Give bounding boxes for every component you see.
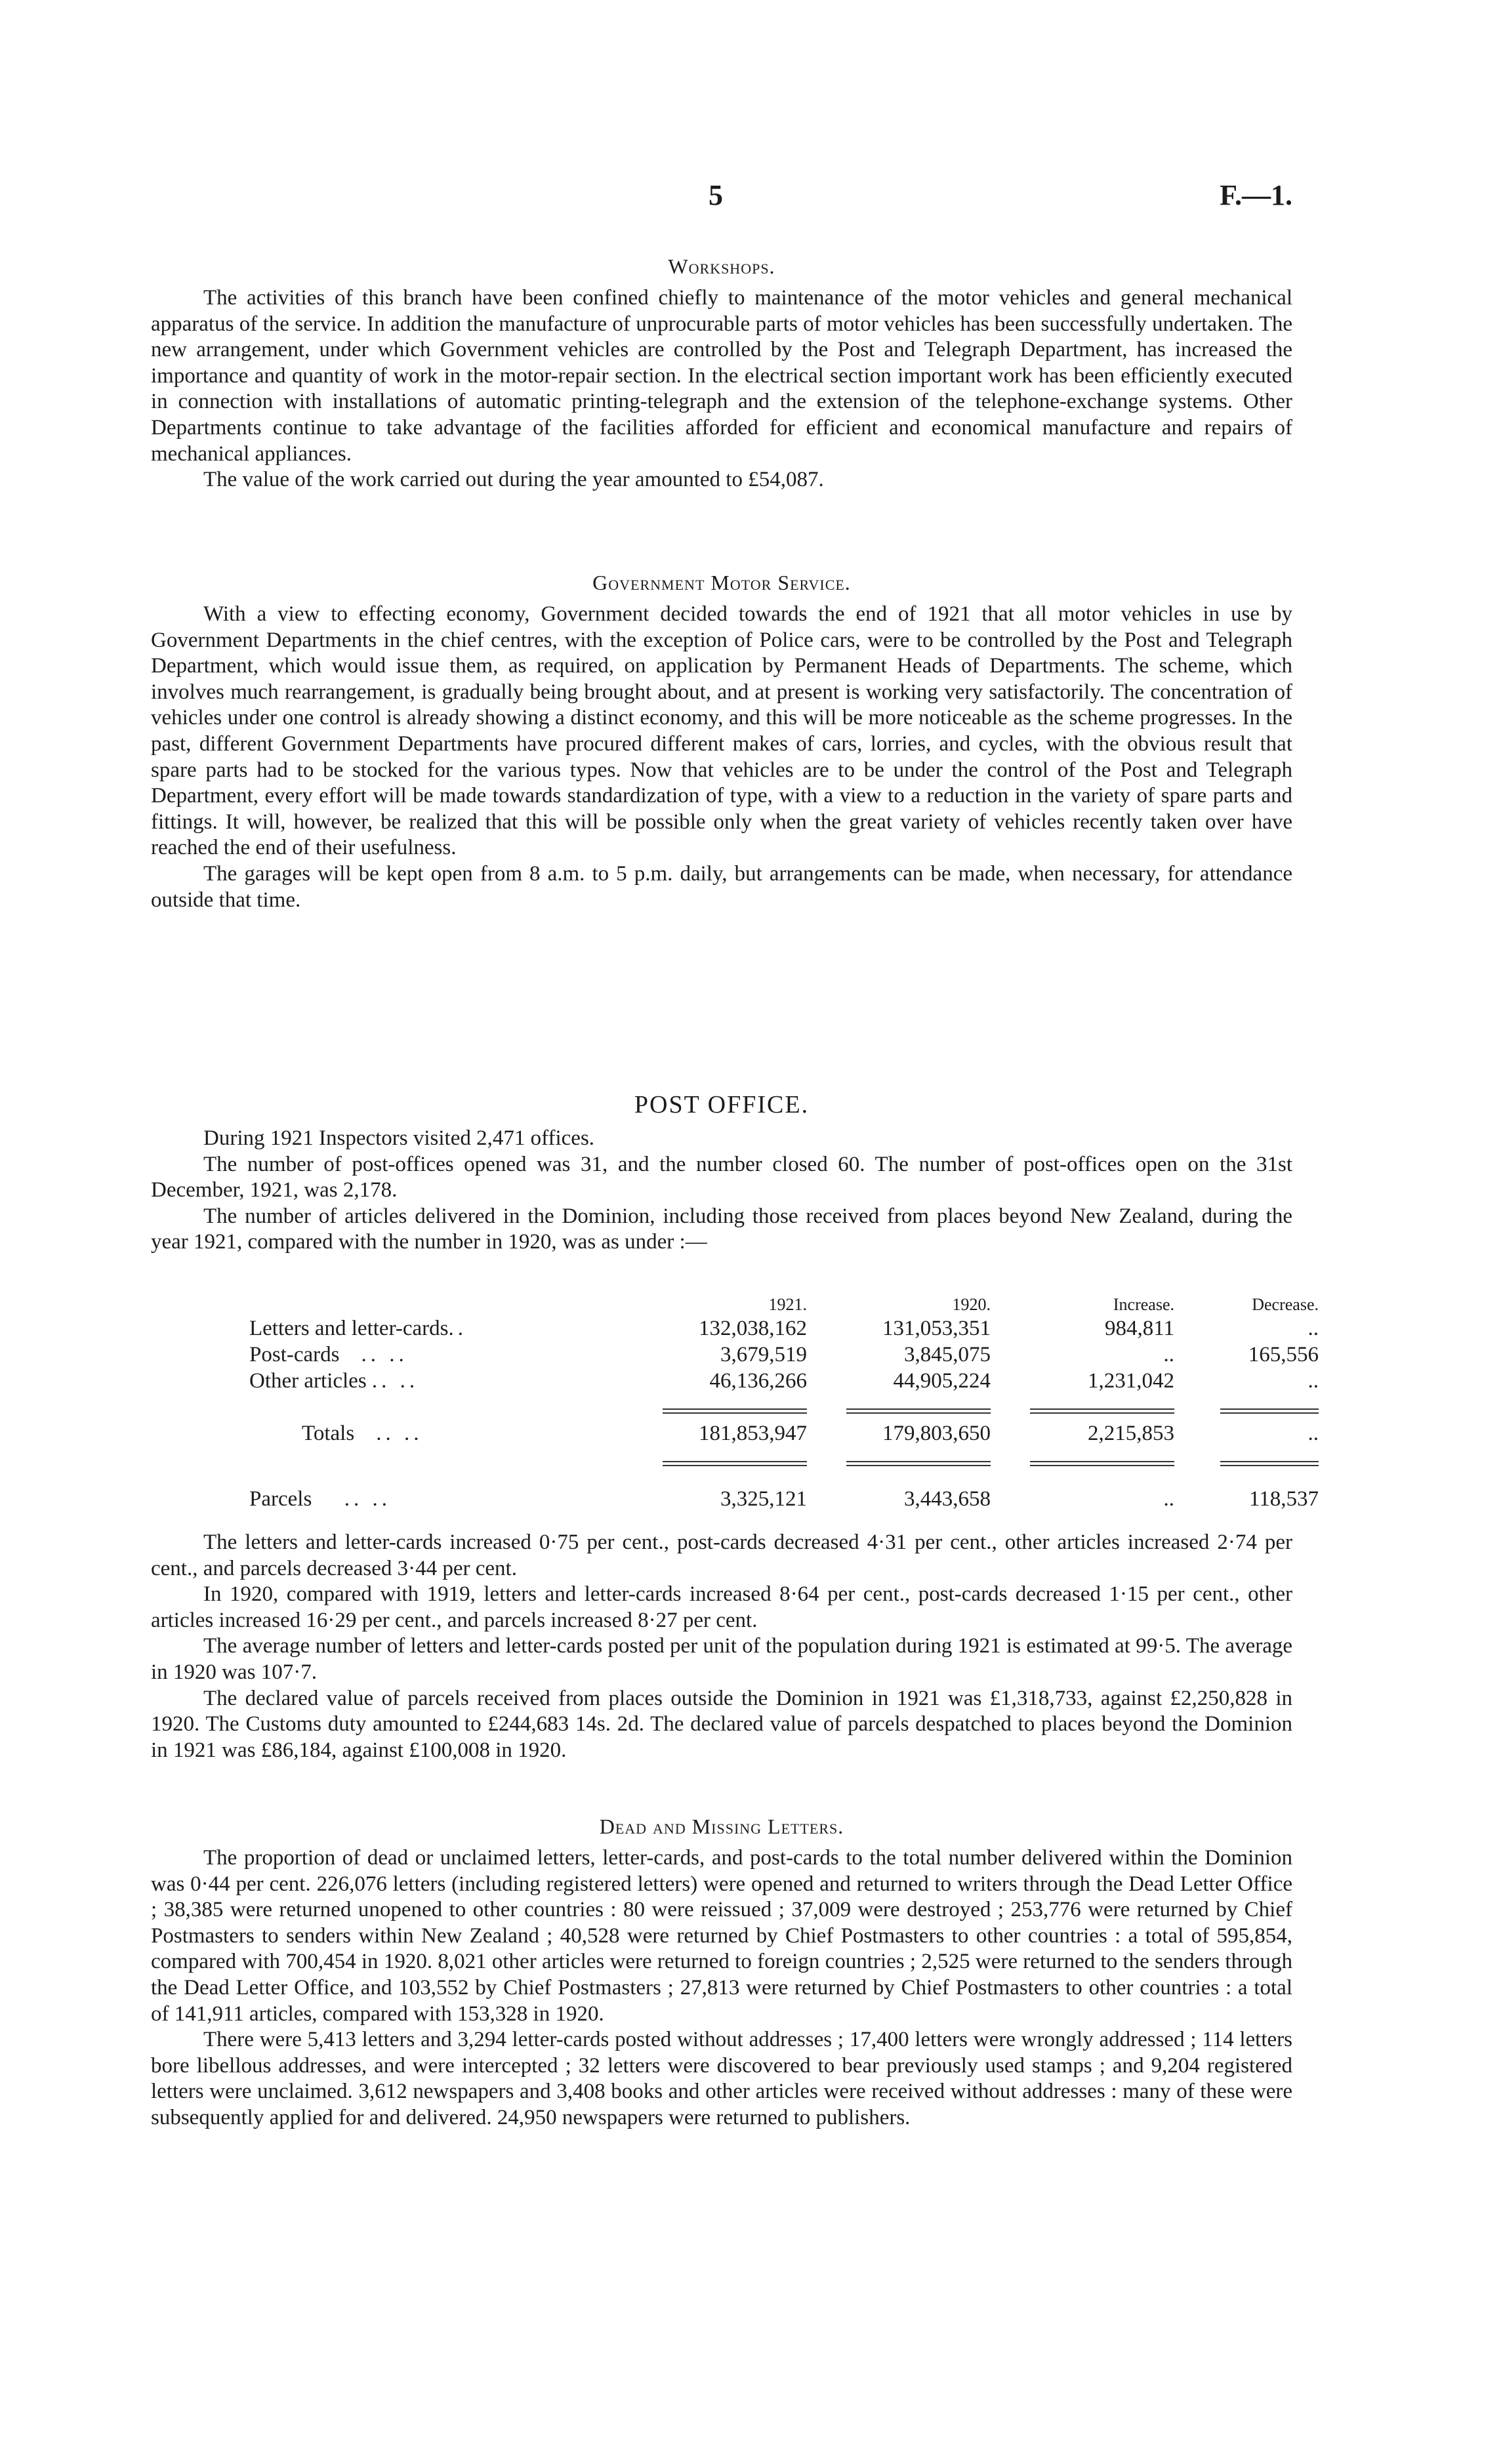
row-label: Letters and letter-cards bbox=[249, 1317, 449, 1340]
total-rule bbox=[1030, 1461, 1174, 1466]
cell-1920: 3,443,658 bbox=[904, 1487, 991, 1511]
table-row bbox=[249, 1315, 1319, 1341]
cell-1920: 44,905,224 bbox=[893, 1369, 991, 1393]
post-office-paragraph-1: During 1921 Inspectors visited 2,471 offices. bbox=[203, 1126, 595, 1150]
post-office-paragraph-6: The average number of letters and letter-cards posted per unit of the population during 1921 is estimated at 99·5. The average in 1920 was 107·7. bbox=[151, 1634, 1292, 1684]
column-header: 1920. bbox=[952, 1295, 991, 1314]
table-header-row bbox=[249, 1286, 1319, 1315]
column-header: Increase. bbox=[1113, 1295, 1174, 1314]
sum-rule bbox=[663, 1408, 807, 1414]
post-office-paragraph-3: The number of articles delivered in the Dominion, including those received from places beyond New Zealand, during the year 1921, compared with the number in 1920, was as under :— bbox=[151, 1204, 1292, 1254]
cell-increase: 984,811 bbox=[1104, 1317, 1174, 1340]
table-rule-row bbox=[249, 1446, 1319, 1472]
sum-rule bbox=[846, 1408, 991, 1414]
cell-1921: 46,136,266 bbox=[709, 1369, 807, 1393]
column-header: Decrease. bbox=[1252, 1295, 1319, 1314]
cell-1921: 3,325,121 bbox=[720, 1487, 807, 1511]
sum-rule bbox=[1030, 1408, 1174, 1414]
workshops-paragraph-1: The activities of this branch have been confined chiefly to maintenance of the motor vehicles and general mechanical apparatus of the service. In addition the manufacture of unprocurable parts of motor vehicles has been successfully undertaken. The new arrangement, under which Government vehicles are controlled by the Post and Telegraph Department, has increased the importance and quantity of work in the motor-repair section. In the electrical section important work has been efficiently executed in connection with installations of automatic printing-telegraph and the extension of the telephone-exchange systems. Other Departments continue to take advantage of the facilities afforded for efficient and economical manufacture and repairs of mechanical appliances. bbox=[151, 286, 1292, 466]
table-row bbox=[249, 1341, 1319, 1367]
row-label: Post-cards bbox=[249, 1343, 340, 1366]
cell-decrease: .. bbox=[1307, 1422, 1319, 1445]
row-leader: .. .. bbox=[376, 1422, 423, 1445]
document-reference: F.—1. bbox=[1220, 179, 1292, 211]
articles-delivered-table bbox=[249, 1286, 1319, 1511]
sum-rule bbox=[1220, 1408, 1319, 1414]
row-leader: .. .. bbox=[371, 1369, 419, 1393]
cell-increase: .. bbox=[1163, 1487, 1174, 1511]
post-office-paragraph-7: The declared value of parcels received from places outside the Dominion in 1921 was £1,318,733, against £2,250,828 in 1920. The Customs duty amounted to £244,683 14s. 2d. The declared value of parcels despatched to places beyond the Dominion in 1921 was £86,184, against £100,008 in 1920. bbox=[151, 1686, 1292, 1762]
row-leader: .. bbox=[448, 1317, 468, 1340]
total-rule bbox=[1220, 1461, 1319, 1466]
table-row bbox=[249, 1367, 1319, 1393]
cell-1921: 3,679,519 bbox=[720, 1343, 807, 1366]
page-header bbox=[151, 178, 1292, 218]
post-office-heading: POST OFFICE. bbox=[634, 1091, 810, 1119]
total-rule bbox=[663, 1461, 807, 1466]
workshops-heading: Workshops. bbox=[668, 255, 775, 278]
workshops-paragraph-2: The value of the work carried out during the year amounted to £54,087. bbox=[203, 468, 824, 492]
cell-decrease: 165,556 bbox=[1248, 1343, 1319, 1366]
row-label: Other articles bbox=[249, 1369, 367, 1393]
motor-service-paragraph-2: The garages will be kept open from 8 a.m. to 5 p.m. daily, but arrangements can be made, when necessary, for attendance outside that time. bbox=[151, 861, 1292, 912]
cell-1920: 3,845,075 bbox=[904, 1343, 991, 1366]
post-office-section bbox=[151, 1090, 1292, 1256]
total-rule bbox=[846, 1461, 991, 1466]
table-rule-row bbox=[249, 1393, 1319, 1420]
cell-1921: 181,853,947 bbox=[699, 1422, 807, 1445]
post-office-paragraph-5: In 1920, compared with 1919, letters and letter-cards increased 8·64 per cent., post-cards decreased 1·15 per cent., other articles increased 16·29 per cent., and parcels increased 8·27 per cent. bbox=[151, 1582, 1292, 1632]
cell-1920: 179,803,650 bbox=[882, 1422, 991, 1445]
row-label: Totals bbox=[302, 1422, 355, 1445]
cell-decrease: .. bbox=[1307, 1317, 1319, 1340]
cell-decrease: 118,537 bbox=[1248, 1487, 1319, 1511]
column-header: 1921. bbox=[768, 1295, 807, 1314]
page-number: 5 bbox=[709, 179, 723, 211]
dead-letters-paragraph-2: There were 5,413 letters and 3,294 letter-cards posted without addresses ; 17,400 letters were wrongly addressed ; 114 letters bore libellous addresses, and were intercepted ; 32 letters were discovered to bear previously used stamps ; and 9,204 registered letters were unclaimed. 3,612 newspapers and 3,408 books and other articles were received without addresses : many of these were subsequently applied for and delivered. 24,950 newspapers were returned to publishers. bbox=[151, 2028, 1292, 2129]
motor-service-heading: Government Motor Service. bbox=[592, 571, 851, 594]
row-label: Parcels bbox=[249, 1487, 312, 1511]
cell-decrease: .. bbox=[1307, 1369, 1319, 1393]
row-leader: .. .. bbox=[361, 1343, 408, 1366]
dead-letters-section bbox=[151, 1815, 1292, 2131]
motor-service-section bbox=[151, 571, 1292, 913]
cell-increase: 1,231,042 bbox=[1088, 1369, 1174, 1393]
workshops-section bbox=[151, 255, 1292, 493]
row-leader: .. .. bbox=[344, 1487, 392, 1511]
cell-increase: .. bbox=[1163, 1343, 1174, 1366]
post-office-paragraph-4: The letters and letter-cards increased 0·75 per cent., post-cards decreased 4·31 per cent., other articles increased 2·74 per cent., and parcels decreased 3·44 per cent. bbox=[151, 1530, 1292, 1580]
cell-1921: 132,038,162 bbox=[699, 1317, 807, 1340]
dead-letters-paragraph-1: The proportion of dead or unclaimed letters, letter-cards, and post-cards to the total number delivered within the Dominion was 0·44 per cent. 226,076 letters (including registered letters) were opened and returned to writers through the Dead Letter Office ; 38,385 were returned unopened to other countries : 80 were reissued ; 37,009 were destroyed ; 253,776 were returned by Chief Postmasters to senders within New Zealand ; 40,528 were returned by Chief Postmasters to other countries : a total of 595,854, compared with 700,454 in 1920. 8,021 other articles were returned to foreign countries ; 2,525 were returned to the senders through the Dead Letter Office, and 103,552 by Chief Postmasters ; 27,813 were returned by Chief Postmasters to other countries : a total of 141,911 articles, compared with 153,328 in 1920. bbox=[151, 1846, 1292, 2026]
cell-1920: 131,053,351 bbox=[882, 1317, 991, 1340]
dead-letters-heading: Dead and Missing Letters. bbox=[599, 1815, 844, 1838]
post-office-paragraph-2: The number of post-offices opened was 31, and the number closed 60. The number of post-offices open on the 31st December, 1921, was 2,178. bbox=[151, 1152, 1292, 1202]
motor-service-paragraph-1: With a view to effecting economy, Government decided towards the end of 1921 that all motor vehicles in use by Government Departments in the chief centres, with the exception of Police cars, were to be controlled by the Post and Telegraph Department, which would issue them, as required, on application by Permanent Heads of Departments. The scheme, which involves much rearrangement, is gradually being brought about, and at present is working very satisfactorily. The concentration of vehicles under one control is already showing a distinct economy, and this will be more noticeable as the scheme progresses. In the past, different Government Departments have procured different makes of cars, lorries, and cycles, with the obvious result that spare parts had to be stocked for the various types. Now that vehicles are to be under the control of the Post and Telegraph Department, every effort will be made towards standardization of type, with a view to a reduction in the variety of spare parts and fittings. It will, however, be realized that this will be possible only when the great variety of vehicles recently taken over have reached the end of their usefulness. bbox=[151, 602, 1292, 860]
parcels-row bbox=[249, 1472, 1319, 1511]
totals-row bbox=[249, 1420, 1319, 1446]
cell-increase: 2,215,853 bbox=[1088, 1422, 1174, 1445]
post-office-statistics-notes bbox=[151, 1530, 1292, 1763]
